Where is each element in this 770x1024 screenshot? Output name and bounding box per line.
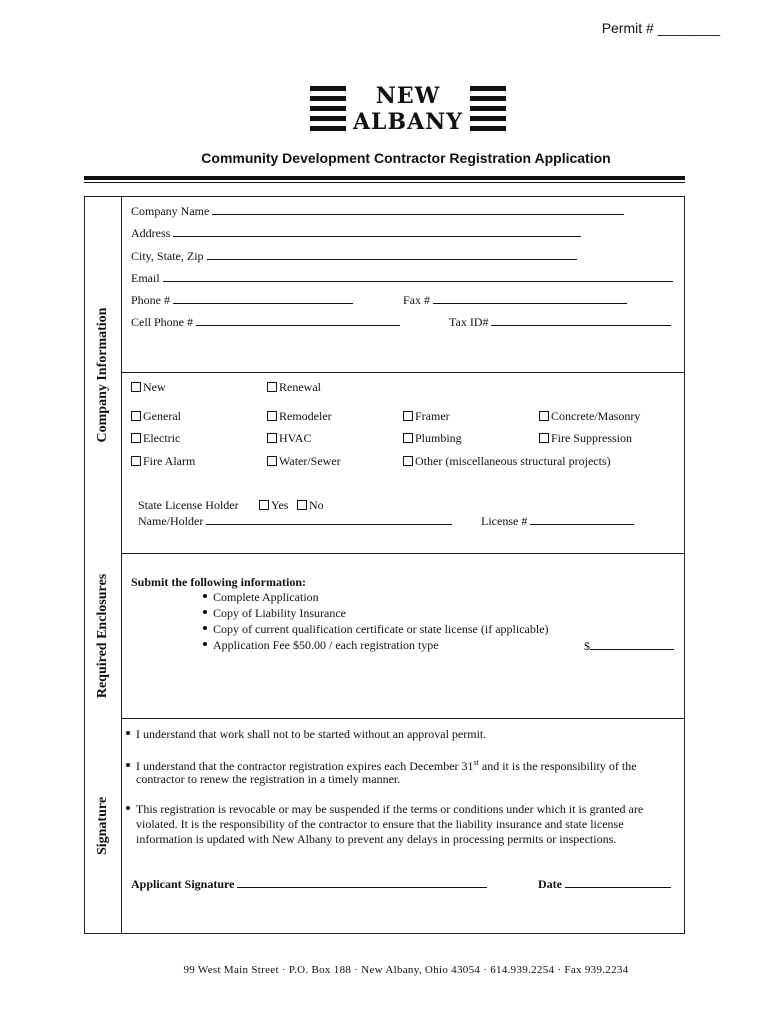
address-label: Address [131,226,171,240]
title-rule-thin [84,182,685,183]
checkbox-box[interactable] [267,382,277,392]
list-item [203,606,346,620]
checkbox-new-label: New [143,380,166,394]
tax-id-line[interactable] [491,314,671,326]
statement-2-text-a: I understand that the contractor registration expires each December 31 [136,759,474,773]
phone-label: Phone # [131,293,170,307]
email-field[interactable] [131,270,673,285]
checkbox-electric-label: Electric [143,431,181,445]
enclosure-item-2: Copy of Liability Insurance [213,606,346,620]
checkbox-concrete-masonry[interactable] [539,409,640,423]
enclosures-heading: Submit the following information: [131,575,307,589]
checkbox-framer[interactable] [403,409,450,423]
checkbox-box[interactable] [267,456,277,466]
statement-2 [126,756,637,773]
checkbox-fire-alarm[interactable] [131,454,195,468]
applicant-signature-line[interactable] [237,876,487,888]
checkbox-plumbing-label: Plumbing [415,431,462,445]
checkbox-box[interactable] [267,411,277,421]
list-item [203,638,439,652]
checkbox-general-label: General [143,409,181,423]
applicant-signature-label: Applicant Signature [131,877,235,891]
checkbox-general[interactable] [131,409,181,423]
bullet-icon [203,642,207,646]
checkbox-box[interactable] [539,411,549,421]
section-label-enclosures: Required Enclosures [95,573,110,699]
address-line[interactable] [173,225,581,237]
checkbox-box[interactable] [539,433,549,443]
permit-number: Permit # ________ [601,20,720,36]
section-label-signature: Signature [95,796,110,856]
city-state-zip-line[interactable] [207,248,577,260]
footer-address: 99 West Main Street · P.O. Box 188 · New Albany, Ohio 43054 · 614.939.2254 · Fax 939.2234 [183,964,629,976]
checkbox-fire-suppression-label: Fire Suppression [551,431,632,445]
license-number-line[interactable] [530,513,634,525]
checkbox-fire-alarm-label: Fire Alarm [143,454,196,468]
checkbox-renewal[interactable] [267,380,321,394]
city-state-zip-label: City, State, Zip [131,249,204,263]
checkbox-water-sewer-label: Water/Sewer [279,454,341,468]
checkbox-hvac-label: HVAC [279,431,312,445]
checkbox-concrete-masonry-label: Concrete/Masonry [551,409,641,423]
checkbox-remodeler[interactable] [267,409,332,423]
title-rule-thick [84,176,685,180]
fax-field[interactable] [403,292,627,307]
bullet-icon [126,763,130,767]
checkbox-other[interactable] [403,454,611,468]
checkbox-license-yes-label: Yes [271,498,289,512]
license-number-field[interactable] [481,513,634,528]
bullet-icon [126,731,130,735]
email-line[interactable] [163,270,673,282]
statement-2-text-b: and it is the responsibility of the [478,759,637,773]
date-line[interactable] [565,876,671,888]
checkbox-box[interactable] [131,382,141,392]
date-label: Date [538,877,562,891]
checkbox-box[interactable] [297,500,307,510]
statement-2-cont: contractor to renew the registration in a timely manner. [136,772,401,786]
checkbox-box[interactable] [267,433,277,443]
checkbox-electric[interactable] [131,431,180,445]
city-state-zip-field[interactable] [131,248,577,263]
date-field[interactable] [538,876,671,891]
statement-3-text-a: This registration is revocable or may be suspended if the terms or conditions under which it is granted are [136,802,644,816]
checkbox-box[interactable] [131,433,141,443]
checkbox-box[interactable] [403,411,413,421]
name-holder-label: Name/Holder [138,514,204,528]
logo-word-new: NEW [375,83,441,109]
statement-1 [126,727,486,741]
list-item [203,622,549,636]
phone-field[interactable] [131,292,353,307]
applicant-signature-field[interactable] [131,876,487,891]
page-title: Community Development Contractor Registration Application [201,150,611,166]
company-name-line[interactable] [212,203,624,215]
checkbox-plumbing[interactable] [403,431,462,445]
statement-3-cont-2: information is updated with New Albany to prevent any delays in processing permits or inspections. [136,832,617,846]
checkbox-renewal-label: Renewal [279,380,321,394]
checkbox-box[interactable] [403,433,413,443]
name-holder-field[interactable] [138,513,452,528]
bullet-icon [203,594,207,598]
statement-2-superscript: st [473,758,479,767]
phone-line[interactable] [173,292,353,304]
bullet-icon [203,626,207,630]
enclosure-item-3: Copy of current qualification certificate or state license (if applicable) [213,622,549,636]
checkbox-framer-label: Framer [415,409,450,423]
checkbox-box[interactable] [131,456,141,466]
company-name-label: Company Name [131,204,210,218]
section-divider-2 [121,553,685,554]
dollar-sign: $ [584,639,590,653]
fax-label: Fax # [403,293,430,307]
checkbox-license-no-label: No [309,498,324,512]
statement-3-cont-1: violated. It is the responsibility of the contractor to ensure that the liability insurance and state license [136,817,624,831]
fee-amount-field[interactable] [584,638,674,653]
label-column-divider [121,196,122,934]
section-divider-1 [121,372,685,373]
checkbox-hvac[interactable] [267,431,311,445]
checkbox-box[interactable] [131,411,141,421]
tax-id-label: Tax ID# [449,315,489,329]
name-holder-line[interactable] [206,513,452,525]
checkbox-license-no[interactable] [297,498,324,512]
fax-line[interactable] [433,292,627,304]
checkbox-other-label: Other (miscellaneous structural projects) [415,454,611,468]
fee-amount-line[interactable] [590,638,674,650]
enclosure-item-1: Complete Application [213,590,319,604]
enclosure-item-4: Application Fee $50.00 / each registration type [213,638,439,652]
email-label: Email [131,271,160,285]
bullet-icon [126,806,130,810]
license-number-label: License # [481,514,528,528]
checkbox-new[interactable] [131,380,166,394]
tax-id-field[interactable] [449,314,671,329]
checkbox-remodeler-label: Remodeler [279,409,332,423]
address-field[interactable] [131,225,581,240]
checkbox-box[interactable] [259,500,269,510]
logo-bars-left [310,86,346,136]
section-label-company: Company Information [95,307,110,443]
company-name-field[interactable] [131,203,624,218]
new-albany-logo [310,84,506,136]
bullet-icon [203,610,207,614]
logo-word-albany: ALBANY [352,109,464,135]
section-divider-3 [121,718,685,719]
checkbox-fire-suppression[interactable] [539,431,632,445]
statement-1-text: I understand that work shall not to be started without an approval permit. [136,727,487,741]
cell-phone-label: Cell Phone # [131,315,193,329]
cell-phone-line[interactable] [196,314,400,326]
checkbox-water-sewer[interactable] [267,454,341,468]
checkbox-box[interactable] [403,456,413,466]
checkbox-license-yes[interactable] [259,498,288,512]
list-item [203,590,319,604]
state-license-holder-label: State License Holder [138,498,239,512]
logo-bars-right [470,86,506,136]
statement-3 [126,802,643,816]
cell-phone-field[interactable] [131,314,400,329]
